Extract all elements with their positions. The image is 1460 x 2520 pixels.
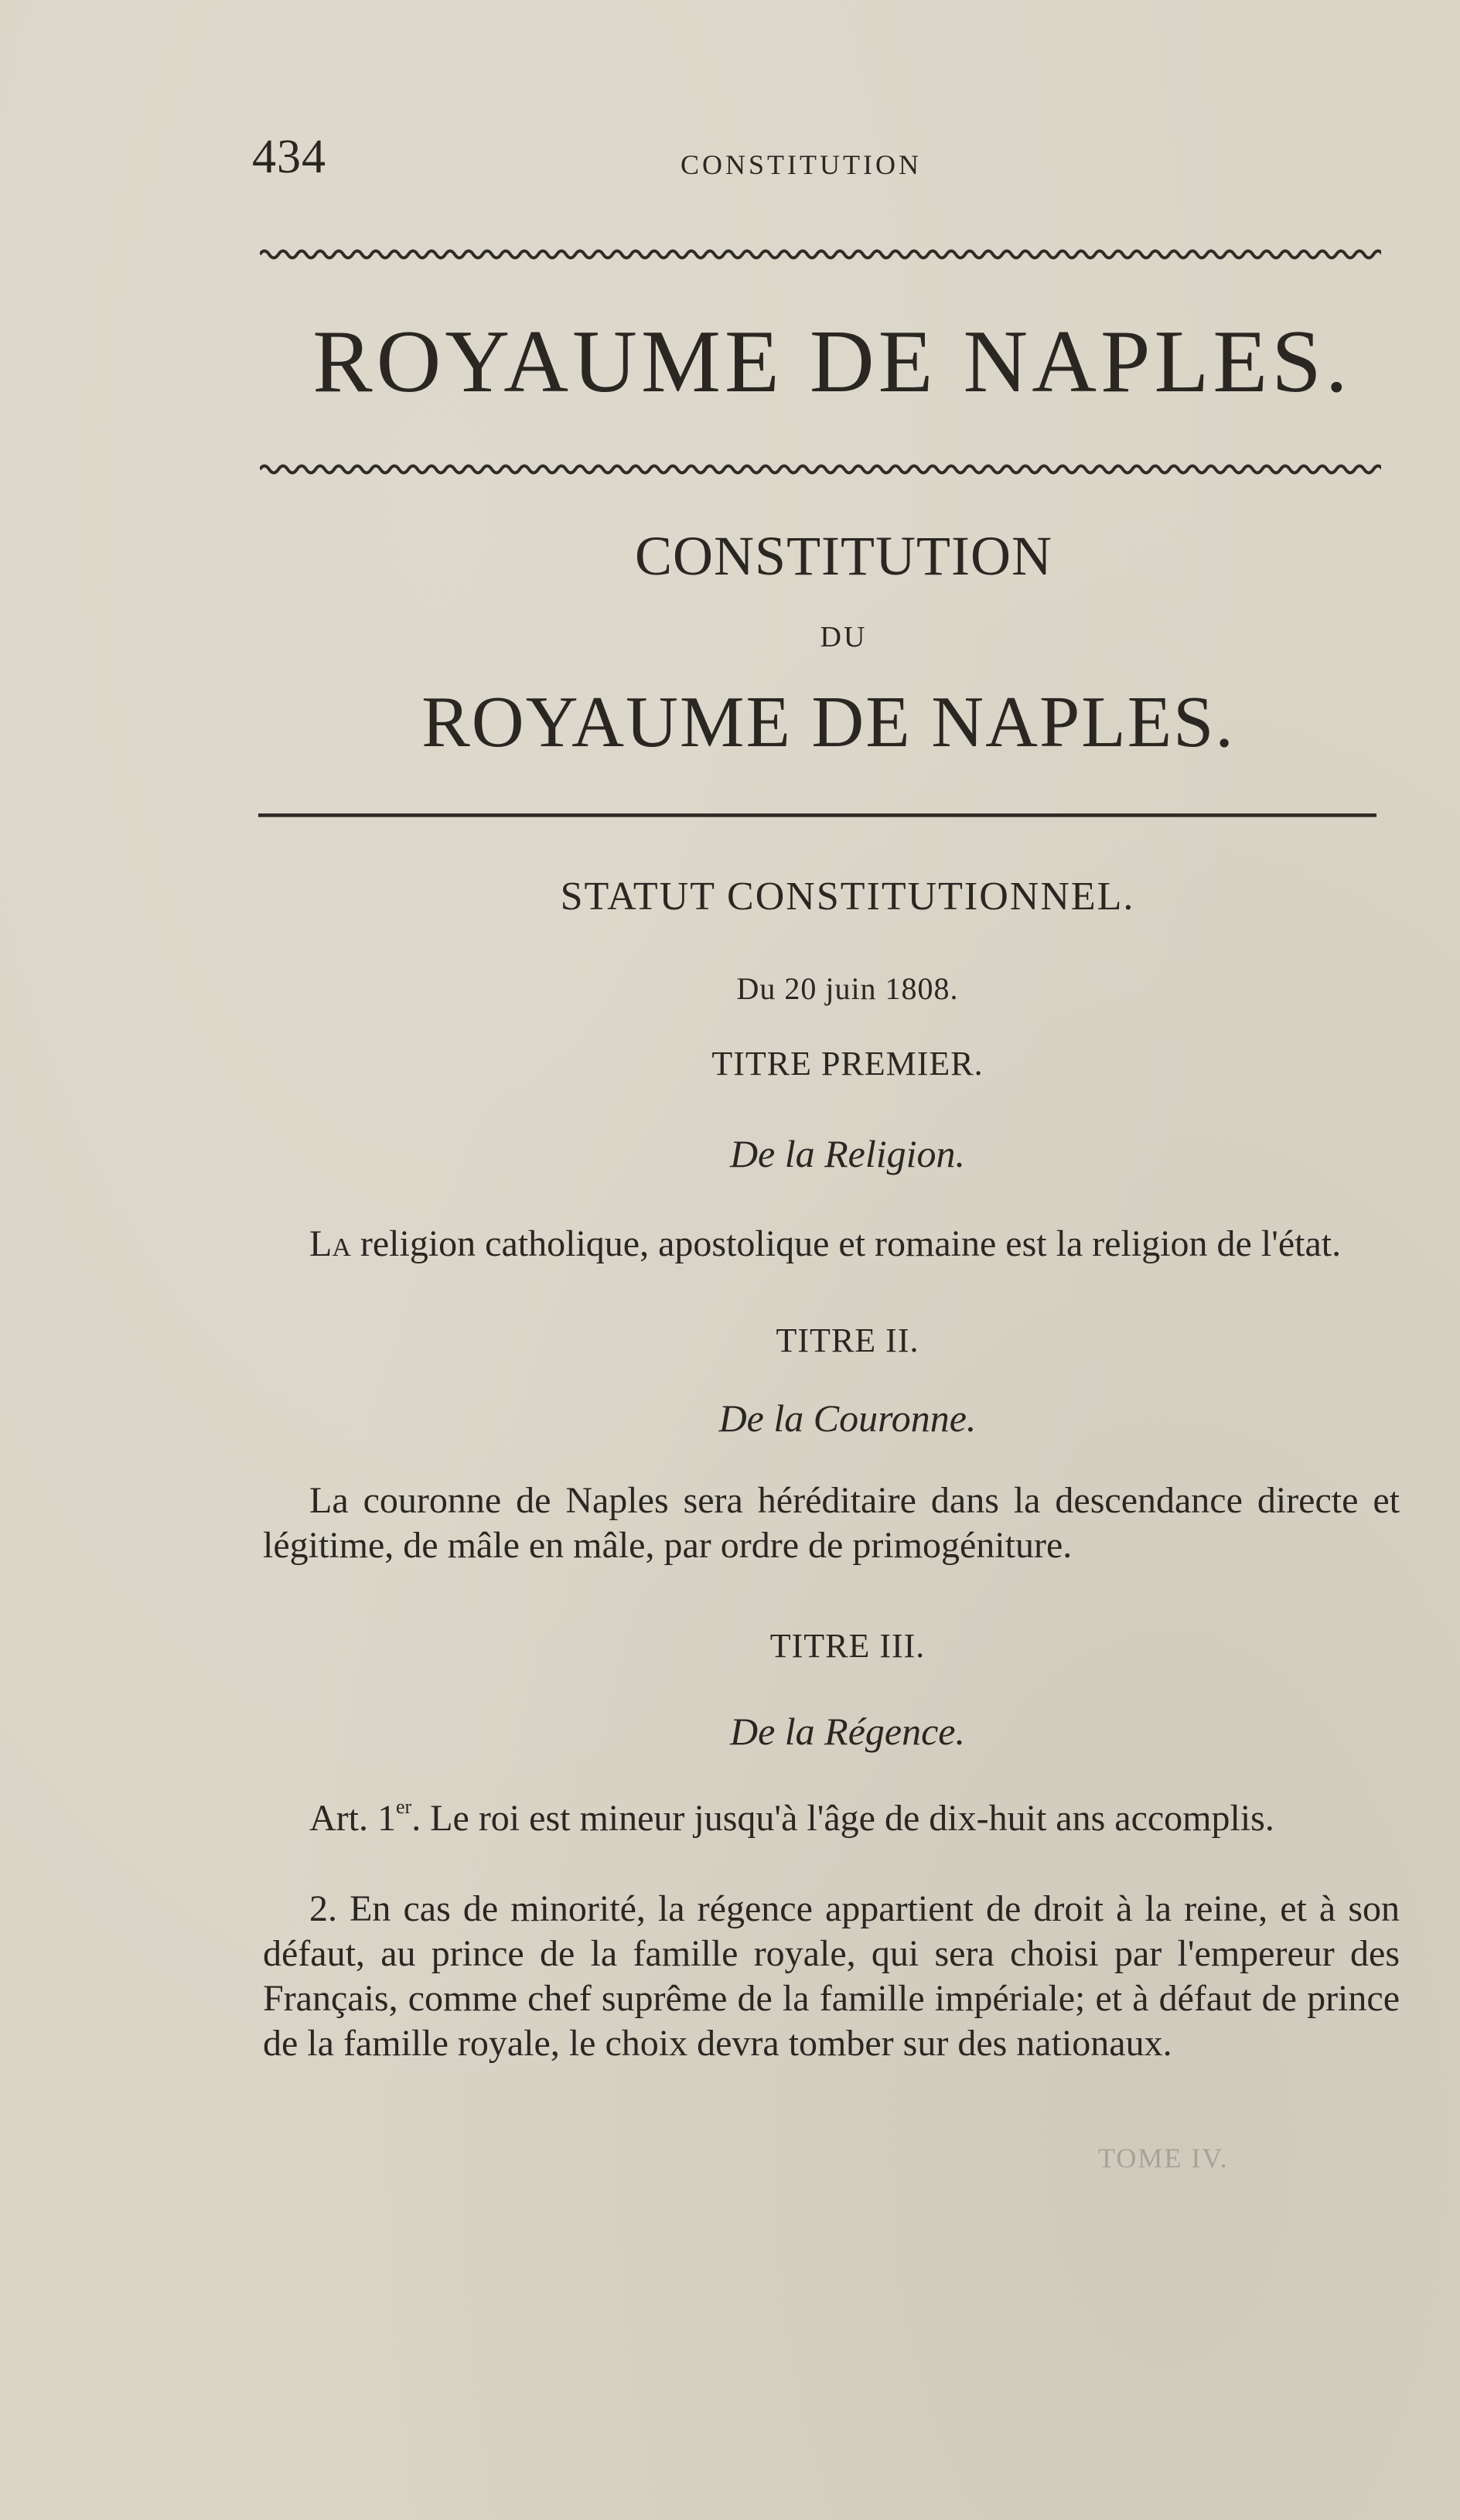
article-1-label: Art. 1 xyxy=(309,1798,396,1839)
titre-ii-subheading: De la Couronne. xyxy=(718,1396,977,1440)
page-number: 434 xyxy=(252,131,326,183)
couronne-paragraph: La couronne de Naples sera héréditaire dans la descendance directe et légitime, de mâle en mâle, par ordre de primogéniture. xyxy=(263,1480,1400,1566)
ornamental-rule-top xyxy=(260,246,1381,263)
titre-iii-heading: TITRE III. xyxy=(769,1627,926,1665)
statut-heading: STATUT CONSTITUTIONNEL. xyxy=(560,875,1135,919)
article-2-paragraph: 2. En cas de minorité, la régence appartient de droit à la reine, et à son défaut, au prince de la famille royale, qui sera choisi par l'empereur des Français, comme chef suprême de la famille impériale; et à défaut de prince de la famille royale, le choix devra tomber sur des nationaux. xyxy=(263,1888,1400,2064)
article-1-superscript: er xyxy=(395,1795,412,1818)
religion-text: religion catholique, apostolique et romaine est la religion de l'état. xyxy=(350,1223,1342,1264)
main-title: ROYAUME DE NAPLES. xyxy=(312,312,1352,411)
titre-ii-heading: TITRE II. xyxy=(776,1321,919,1359)
religion-lead-word: La xyxy=(309,1223,351,1264)
titre-iii-subheading: De la Régence. xyxy=(729,1710,965,1753)
second-title: ROYAUME DE NAPLES. xyxy=(421,682,1235,762)
statut-date: Du 20 juin 1808. xyxy=(736,971,959,1006)
titre-premier-subheading: De la Religion. xyxy=(729,1132,966,1175)
double-rule xyxy=(258,813,1376,817)
du-heading: DU xyxy=(820,621,868,653)
running-head: CONSTITUTION xyxy=(681,149,922,180)
religion-paragraph xyxy=(263,1222,1400,1267)
article-1-text: . Le roi est mineur jusqu'à l'âge de dix-huit ans accomplis. xyxy=(411,1798,1274,1839)
ornamental-rule-bottom xyxy=(260,461,1381,478)
show-through-signature: TOME IV. xyxy=(1098,2143,1229,2174)
titre-premier-heading: TITRE PREMIER. xyxy=(711,1045,984,1083)
constitution-heading: CONSTITUTION xyxy=(635,525,1052,587)
article-1-paragraph xyxy=(263,1796,1400,1841)
